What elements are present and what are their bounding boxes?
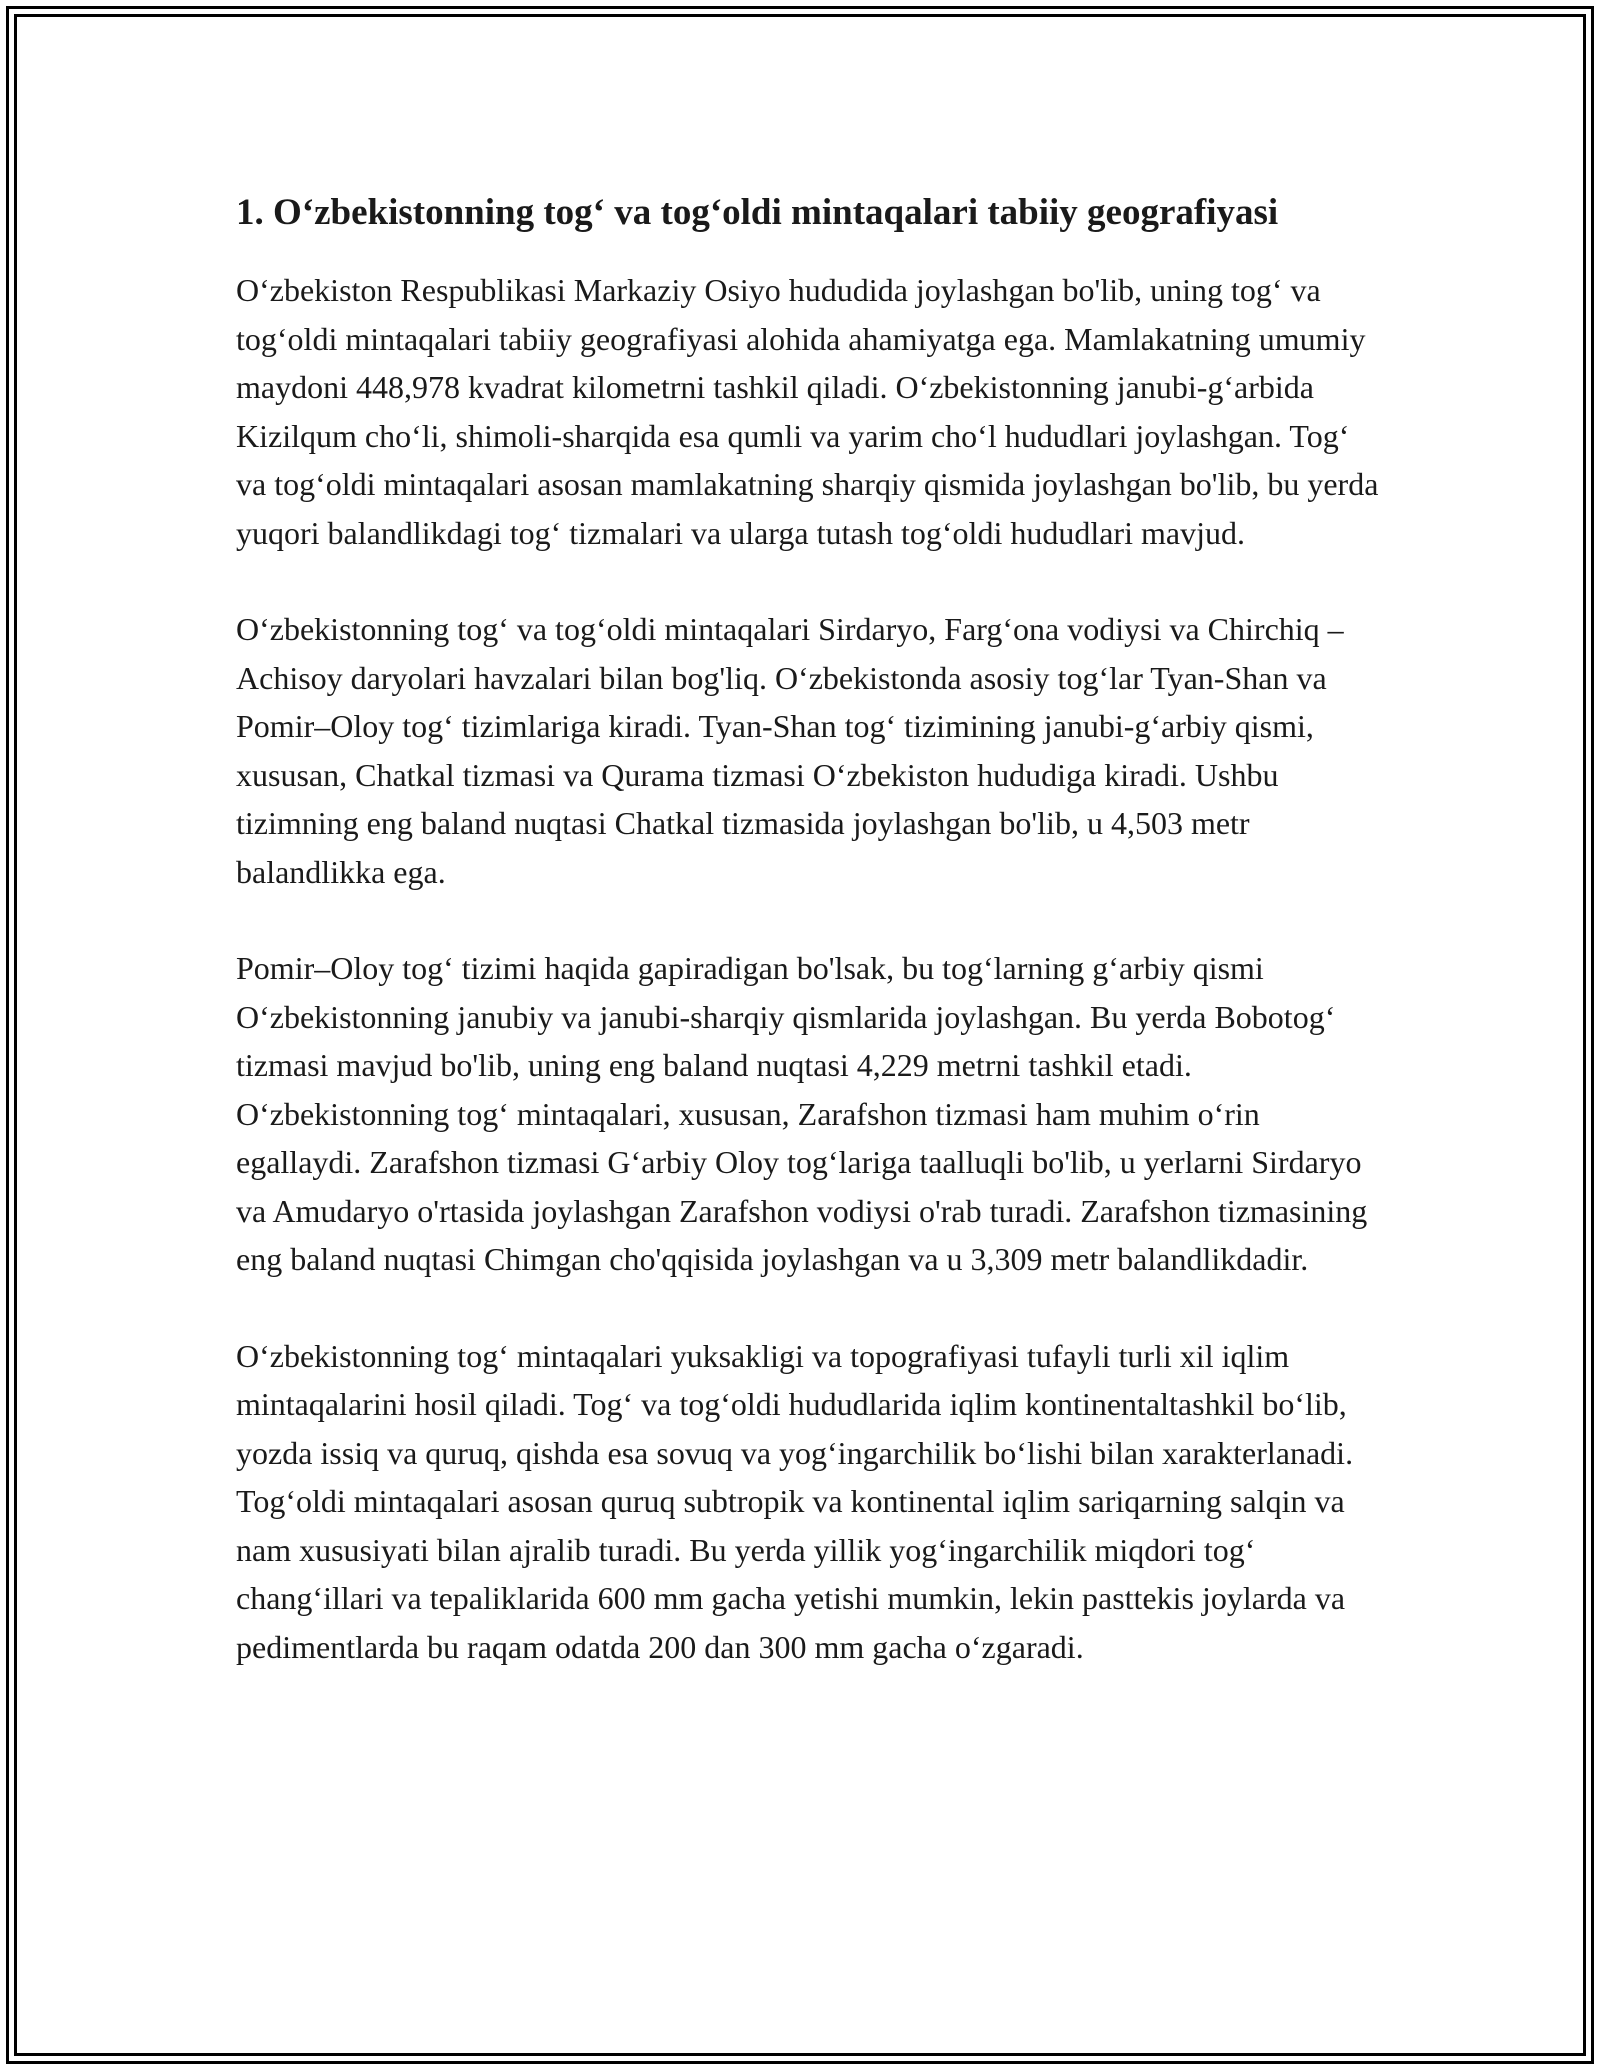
document-title: 1. O‘zbekistonning tog‘ va tog‘oldi mintaqalari tabiiy geografiyasi [236,192,1279,233]
paragraph-4: O‘zbekistonning tog‘ mintaqalari yuksakligi va topografiyasi tufayli turli xil iqlim mintaqalarini hosil qiladi. Tog‘ va tog‘oldi hududlarida iqlim kontinentaltashkil bo‘lib, yozda issiq va quruq, qishda esa sovuq va yog‘ingarchilik bo‘lishi bilan xarakterlanadi. Tog‘oldi mintaqalari asosan quruq subtropik va kontinental iqlim sariqarning salqin va nam xususiyati bilan ajralib turadi. Bu yerda yillik yog‘ingarchilik miqdori tog‘ chang‘illari va tepaliklarida 600 mm gacha yetishi mumkin, lekin pasttekis joylarda va pedimentlarda bu raqam odatda 200 dan 300 mm gacha o‘zgaradi. [236,1337,1354,1665]
document-body [236,185,1386,1671]
paragraph-2: O‘zbekistonning tog‘ va tog‘oldi mintaqalari Sirdaryo, Farg‘ona vodiysi va Chirchiq – Achisoy daryolari havzalari bilan bog'liq. O‘zbekistonda asosiy tog‘lar Tyan-Shan va Pomir–Oloy tog‘ tizimlariga kiradi. Tyan-Shan tog‘ tizimining janubi-g‘arbiy qismi, xususan, Chatkal tizmasi va Qurama tizmasi O‘zbekiston hududiga kiradi. Ushbu tizimning eng baland nuqtasi Chatkal tizmasida joylashgan bo'lib, u 4,503 metr balandlikka ega. [236,611,1344,890]
paragraph-3: Pomir–Oloy tog‘ tizimi haqida gapiradigan bo'lsak, bu tog‘larning g‘arbiy qismi O‘zbekistonning janubiy va janubi-sharqiy qismlarida joylashgan. Bu yerda Bobotog‘ tizmasi mavjud bo'lib, uning eng baland nuqtasi 4,229 metrni tashkil etadi. O‘zbekistonning tog‘ mintaqalari, xususan, Zarafshon tizmasi ham muhim o‘rin egallaydi. Zarafshon tizmasi G‘arbiy Oloy tog‘lariga taalluqli bo'lib, u yerlarni Sirdaryo va Amudaryo o'rtasida joylashgan Zarafshon vodiysi o'rab turadi. Zarafshon tizmasining eng baland nuqtasi Chimgan cho'qqisida joylashgan va u 3,309 metr balandlikdadir. [236,950,1368,1277]
paragraph-1: O‘zbekiston Respublikasi Markaziy Osiyo hududida joylashgan bo'lib, uning tog‘ va tog‘oldi mintaqalari tabiiy geografiyasi alohida ahamiyatga ega. Mamlakatning umumiy maydoni 448,978 kvadrat kilometrni tashkil qiladi. O‘zbekistonning janubi-g‘arbida Kizilqum cho‘li, shimoli-sharqida esa qumli va yarim cho‘l hududlari joylashgan. Tog‘ va tog‘oldi mintaqalari asosan mamlakatning sharqiy qismida joylashgan bo'lib, bu yerda yuqori balandlikdagi tog‘ tizmalari va ularga tutash tog‘oldi hududlari mavjud. [236,272,1379,551]
